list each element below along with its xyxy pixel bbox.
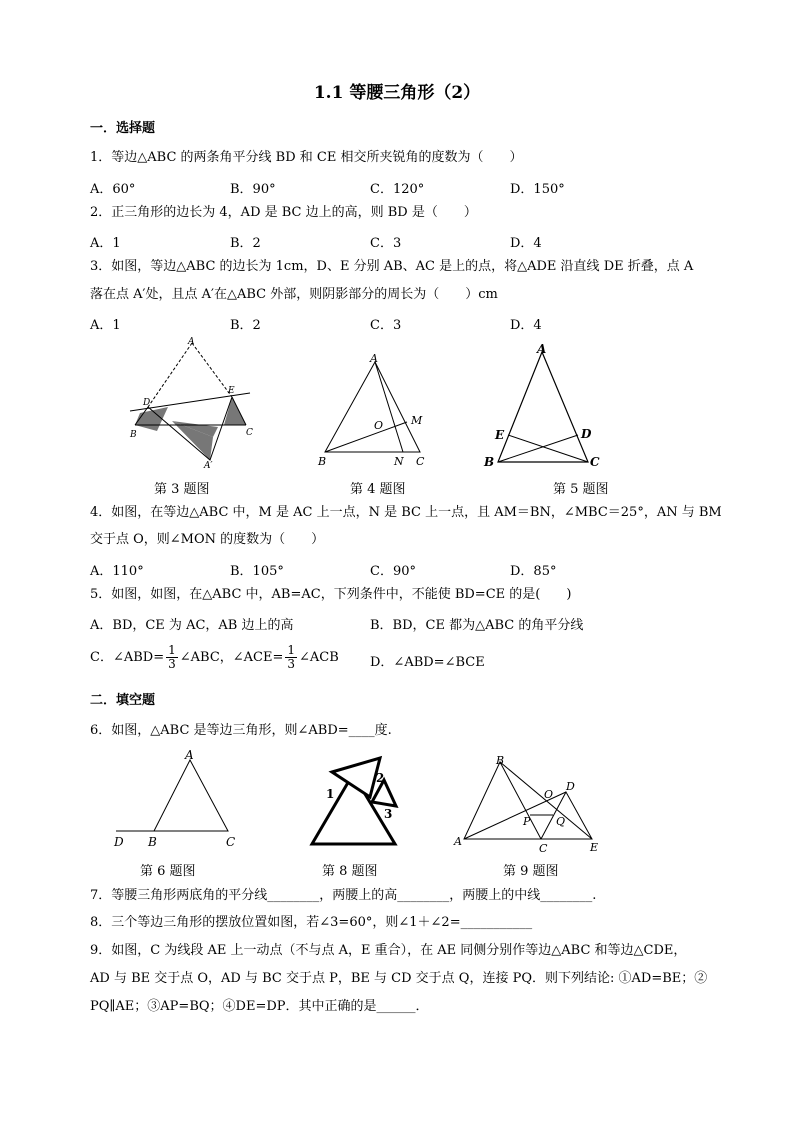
fig4-label-o: O xyxy=(374,419,384,432)
question-3-line1: 3．如图，等边△ABC 的边长为 1cm，D、E 分别 AB、AC 是上的点，将△ADE 沿直线 DE 折叠，点 A xyxy=(90,259,694,274)
fraction-one-third-2 xyxy=(285,644,297,671)
fig6-label-b: B xyxy=(148,835,157,849)
fig9-label-a: A xyxy=(454,835,462,848)
figure-3-caption: 第 3 题图 xyxy=(154,482,210,497)
question-9-line2: AD 与 BE 交于点 O，AD 与 BC 交于点 P，BE 与 CD 交于点 Q，连接 PQ．则下列结论: ①AD=BE；② xyxy=(90,971,708,986)
fraction-one-third xyxy=(166,644,178,671)
figure-4-caption: 第 4 题图 xyxy=(350,482,406,497)
fig4-label-c: C xyxy=(416,455,425,468)
question-4-line2: 交于点 O，则∠MON 的度数为（ ） xyxy=(90,532,325,547)
fig3-dashed-ae xyxy=(192,343,232,397)
q4-option-c: C．90° xyxy=(370,564,416,579)
q5-option-c-suffix: ∠ACB xyxy=(299,650,339,665)
fig5-line-ec xyxy=(508,435,588,462)
fig3-label-d: D xyxy=(143,398,151,408)
q4-option-d: D．85° xyxy=(510,564,557,579)
fig4-label-b: B xyxy=(318,455,327,468)
question-1-text: 1．等边△ABC 的两条角平分线 BD 和 CE 相交所夹锐角的度数为（ ） xyxy=(90,150,523,165)
fig4-label-n: N xyxy=(394,455,404,468)
fig9-label-q: Q xyxy=(556,815,566,828)
fig6-label-d: D xyxy=(114,835,124,849)
q2-option-d: D．4 xyxy=(510,236,542,251)
fig8-label-2: 2 xyxy=(376,771,385,785)
figure-4 xyxy=(310,345,435,470)
figure-5 xyxy=(478,338,608,470)
q1-option-a: A．60° xyxy=(90,182,136,197)
figure-6-caption: 第 6 题图 xyxy=(140,864,196,879)
q4-option-a: A．110° xyxy=(90,564,144,579)
fig9-label-c: C xyxy=(539,842,548,855)
question-3-line2: 落在点 A′处，且点 A′在△ABC 外部，则阴影部分的周长为（ ）cm xyxy=(90,287,498,302)
figure-5-caption: 第 5 题图 xyxy=(553,482,609,497)
fig3-label-c: C xyxy=(246,428,253,438)
fig3-label-b: B xyxy=(130,430,137,440)
q3-option-b: B．2 xyxy=(230,318,261,333)
q5-option-c-middle: ∠ABC，∠ACE= xyxy=(179,650,284,665)
page-title: 1.1 等腰三角形（2） xyxy=(313,83,481,103)
figure-8 xyxy=(300,752,410,852)
figure-9-caption: 第 9 题图 xyxy=(503,864,559,879)
fig4-line-an xyxy=(375,362,403,452)
q3-option-a: A．1 xyxy=(90,318,121,333)
fig5-label-d: D xyxy=(581,427,592,441)
fraction-denominator: 3 xyxy=(168,657,176,671)
figure-6 xyxy=(108,745,248,853)
fig5-label-a: A xyxy=(537,342,547,356)
question-9-line1: 9．如图，C 为线段 AE 上一动点（不与点 A，E 重合），在 AE 同侧分别作等边△ABC 和等边△CDE， xyxy=(90,943,687,958)
question-5-text: 5．如图，如图，在△ABC 中，AB=AC，下列条件中，不能使 BD=CE 的是( ) xyxy=(90,587,572,602)
fig3-label-a: A xyxy=(188,337,195,347)
fig8-label-3: 3 xyxy=(384,807,393,821)
fig5-triangle xyxy=(498,352,588,462)
question-4-line1: 4．如图，在等边△ABC 中，M 是 AC 上一点，N 是 BC 上一点，且 AM＝BN，∠MBC＝25°，AN 与 BM xyxy=(90,505,722,520)
fig3-label-e: E xyxy=(228,386,235,396)
fraction-numerator: 1 xyxy=(168,642,176,657)
fig3-label-a-prime: A′ xyxy=(204,461,213,470)
fig8-label-1: 1 xyxy=(326,787,335,801)
question-7-text: 7．等腰三角形两底角的平分线________，两腰上的高________，两腰上的中线________. xyxy=(90,888,597,903)
question-2-text: 2．正三角形的边长为 4，AD 是 BC 边上的高，则 BD 是（ ） xyxy=(90,205,477,220)
q2-option-a: A．1 xyxy=(90,236,121,251)
fig4-label-a: A xyxy=(370,352,378,365)
fig6-label-c: C xyxy=(226,835,236,849)
q3-option-c: C．3 xyxy=(370,318,402,333)
fig6-triangle xyxy=(154,760,228,831)
q5-option-c-prefix: C．∠ABD= xyxy=(90,650,165,665)
section-choice-heading: 一．选择题 xyxy=(90,121,156,136)
q4-option-b: B．105° xyxy=(230,564,284,579)
figure-8-caption: 第 8 题图 xyxy=(322,864,378,879)
fig6-label-a: A xyxy=(185,748,194,762)
fraction-denominator-2: 3 xyxy=(287,657,296,671)
fig5-label-e: E xyxy=(495,428,505,442)
q1-option-b: B．90° xyxy=(230,182,276,197)
fig3-dashed-ad xyxy=(148,343,192,407)
fig5-label-b: B xyxy=(484,455,495,469)
fig5-label-c: C xyxy=(590,455,600,469)
q1-option-c: C．120° xyxy=(370,182,425,197)
fig4-triangle xyxy=(325,362,420,452)
question-8-text: 8．三个等边三角形的摆放位置如图，若∠3=60°，则∠1＋∠2=___________ xyxy=(90,915,533,930)
fig5-line-bd xyxy=(498,435,578,462)
figure-3 xyxy=(120,335,260,470)
fig9-label-e: E xyxy=(590,841,599,854)
q5-option-a: A．BD，CE 为 AC，AB 边上的高 xyxy=(90,618,294,633)
question-6-text: 6．如图，△ABC 是等边三角形，则∠ABD=____度. xyxy=(90,723,392,738)
q5-option-b: B．BD，CE 都为△ABC 的角平分线 xyxy=(370,618,584,633)
q5-option-d: D．∠ABD=∠BCE xyxy=(370,655,485,670)
q2-option-b: B．2 xyxy=(230,236,261,251)
fig9-label-p: P xyxy=(523,815,531,828)
fig9-label-o: O xyxy=(544,788,554,801)
fig9-label-b: B xyxy=(496,754,505,767)
fig9-label-d: D xyxy=(566,780,575,793)
fraction-numerator-2: 1 xyxy=(287,642,296,657)
q2-option-c: C．3 xyxy=(370,236,402,251)
q3-option-d: D．4 xyxy=(510,318,542,333)
q5-option-c xyxy=(90,643,339,673)
fig4-label-m: M xyxy=(411,414,423,427)
section-fill-heading: 二．填空题 xyxy=(90,693,156,708)
figure-9 xyxy=(450,752,610,856)
question-9-line3: PQ∥AE；③AP=BQ；④DE=DP．其中正确的是______． xyxy=(90,999,429,1014)
q1-option-d: D．150° xyxy=(510,182,565,197)
fig8-top-triangle xyxy=(332,758,380,797)
